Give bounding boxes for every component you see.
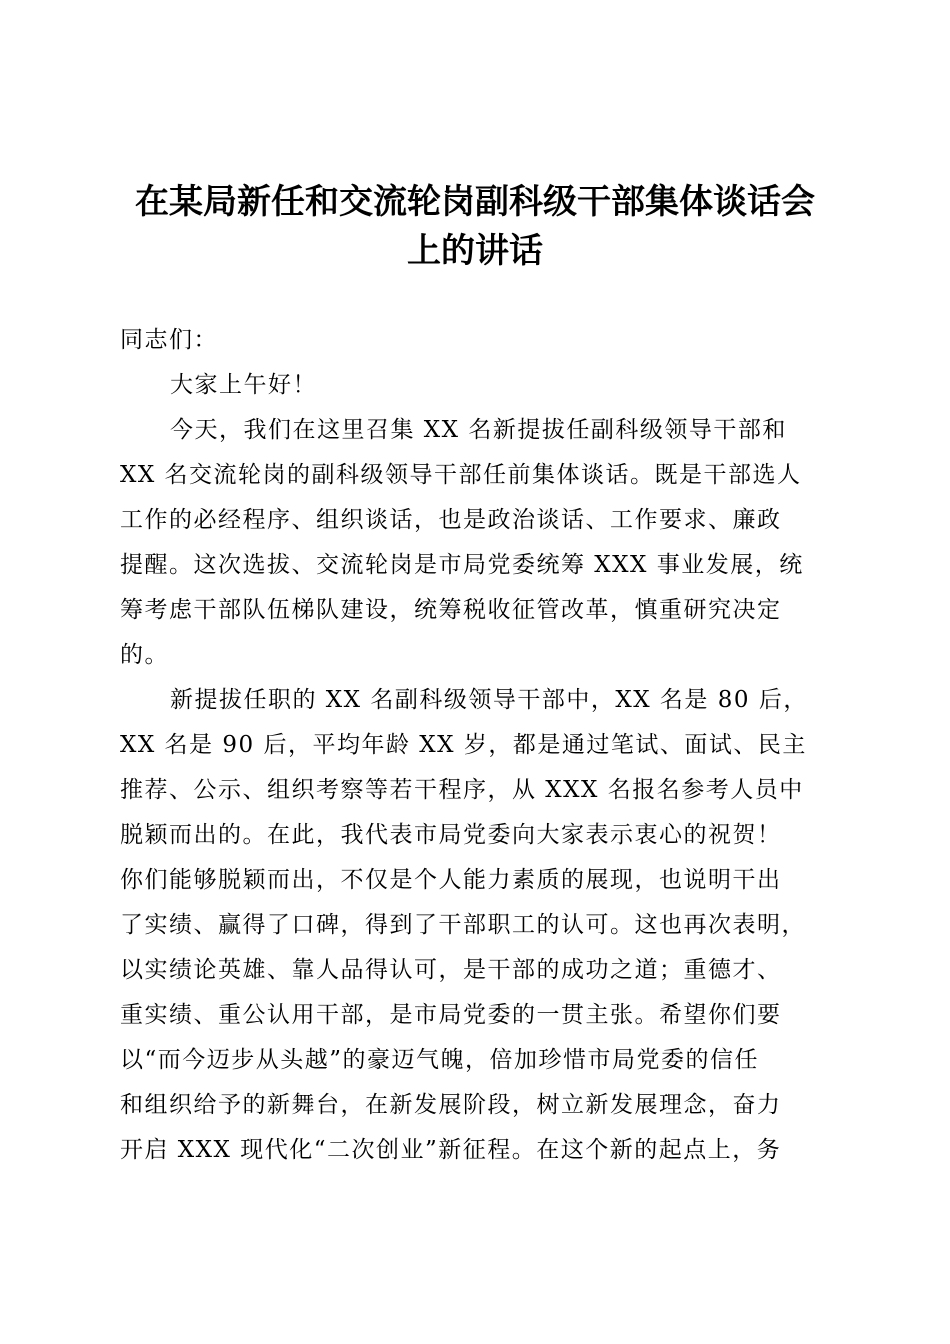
paragraph-2	[120, 678, 840, 1173]
title-line-2: 上的讲话	[407, 231, 543, 271]
document-body	[120, 318, 840, 1173]
paragraph-line: 的。	[120, 642, 169, 668]
paragraph-line: 你们能够脱颖而出，不仅是个人能力素质的展现，也说明干出	[120, 867, 782, 893]
paragraph-line: 重实绩、重公认用干部，是市局党委的一贯主张。希望你们要	[120, 1002, 782, 1028]
paragraph-line: 提醒。这次选拔、交流轮岗是市局党委统筹 XXX 事业发展，统	[120, 552, 804, 578]
paragraph-line: 筹考虑干部队伍梯队建设，统筹税收征管改革，慎重研究决定	[120, 597, 782, 623]
salutation: 同志们：	[120, 327, 218, 353]
paragraph-line: XX 名是 90 后，平均年龄 XX 岁，都是通过笔试、面试、民主	[120, 732, 807, 758]
paragraph-1	[120, 408, 840, 678]
paragraph-line: 开启 XXX 现代化“二次创业”新征程。在这个新的起点上，务	[120, 1137, 782, 1163]
paragraph-line: 新提拔任职的 XX 名副科级领导干部中，XX 名是 80 后，	[170, 687, 808, 713]
document-title	[110, 178, 840, 276]
greeting: 大家上午好！	[170, 372, 317, 398]
paragraph-line: 工作的必经程序、组织谈话，也是政治谈话、工作要求、廉政	[120, 507, 782, 533]
paragraph-line: 脱颖而出的。在此，我代表市局党委向大家表示衷心的祝贺！	[120, 822, 782, 848]
paragraph-line: 推荐、公示、组织考察等若干程序，从 XXX 名报名参考人员中	[120, 777, 804, 803]
paragraph-line: 和组织给予的新舞台，在新发展阶段，树立新发展理念，奋力	[120, 1092, 782, 1118]
paragraph-line: 以“而今迈步从头越”的豪迈气魄，倍加珍惜市局党委的信任	[120, 1047, 760, 1073]
paragraph-line: 今天，我们在这里召集 XX 名新提拔任副科级领导干部和	[170, 417, 787, 443]
paragraph-line: XX 名交流轮岗的副科级领导干部任前集体谈话。既是干部选人	[120, 462, 802, 488]
title-line-1: 在某局新任和交流轮岗副科级干部集体谈话会	[135, 182, 815, 222]
paragraph-line: 以实绩论英雄、靠人品得认可，是干部的成功之道；重德才、	[120, 957, 782, 983]
paragraph-line: 了实绩、赢得了口碑，得到了干部职工的认可。这也再次表明，	[120, 912, 806, 938]
